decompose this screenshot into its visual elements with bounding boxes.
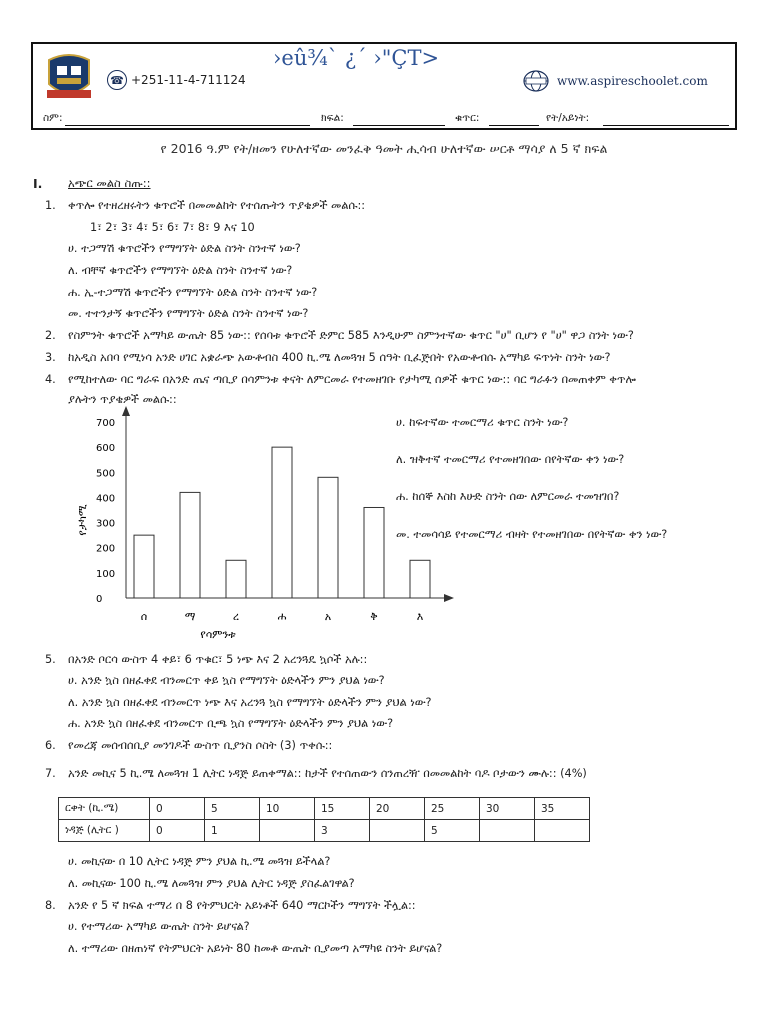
- x-tick-label: ሐ: [277, 610, 287, 623]
- y-axis-label: የታካሚ: [76, 504, 89, 536]
- x-axis-arrow: [444, 594, 454, 602]
- q1-d: መ. ተተንታኝ ቁጥሮችን የማግኘት ዕድል ስንት ስንተኛ ነው?: [68, 307, 309, 320]
- bar: [272, 447, 292, 598]
- x-tick-label: ረ: [232, 610, 240, 623]
- y-tick-label: 300: [96, 518, 116, 530]
- bar: [134, 535, 154, 598]
- table-cell: 15: [315, 798, 370, 820]
- table-cell: 0: [150, 820, 205, 842]
- table-cell: 35: [535, 798, 590, 820]
- table-cell: 1: [205, 820, 260, 842]
- header-title: ›eû¾` ¿´ ›"ÇT>: [273, 46, 440, 70]
- website-url[interactable]: www.aspireschoolet.com: [557, 74, 708, 88]
- q4-text-1: የሚከተለው ባር ግራፍ በአንድ ጤና ጣቢያ በሳምንቱ ቀናት ለምርመራ የተመዘገቡ የታካሚ ሰዎች ቁጥር ነው:: ባር ግራፉን በመጠቀም ቀጥሎ: [68, 373, 636, 386]
- q1-b: ለ. ብቸኛ ቁጥሮችን የማግኘት ዕድል ስንት ስንተኛ ነው?: [68, 264, 293, 277]
- y-axis-arrow: [122, 406, 130, 416]
- q4-d: መ. ተመሳሳይ የተመርማሪ ብዛት የተመዘገበው በየትኛው ቀን ነው?: [396, 528, 668, 541]
- table-cell: 10: [260, 798, 315, 820]
- q1-a: ሀ. ተጋማሽ ቁጥሮችን የማግኘት ዕድል ስንት ስንተኛ ነው?: [68, 242, 301, 255]
- bar: [410, 560, 430, 598]
- q7-a: ሀ. መኪናው በ 10 ሊትር ነዳጅ ምን ያህል ኪ.ሜ መጓዝ ይችላል?: [68, 855, 331, 868]
- y-tick-label: 200: [96, 543, 116, 555]
- q6-number: 6.: [45, 739, 56, 752]
- bar: [180, 492, 200, 598]
- q4-text-2: ያሉትን ጥያቄዎች መልሱ::: [68, 393, 177, 406]
- x-tick-label: ማ: [184, 610, 196, 623]
- table-cell: 3: [315, 820, 370, 842]
- q8-a: ሀ. የተማሪው አማካይ ውጤት ስንት ይሆናል?: [68, 920, 250, 933]
- y-tick-label: 100: [96, 568, 116, 580]
- q3-number: 3.: [45, 351, 56, 364]
- table-cell-blank[interactable]: [535, 820, 590, 842]
- grade-line[interactable]: [353, 125, 445, 126]
- table-cell: 25: [425, 798, 480, 820]
- table-cell: 30: [480, 798, 535, 820]
- table-cell-blank[interactable]: [370, 820, 425, 842]
- q4-a: ሀ. ከፍተኛው ተመርማሪ ቁጥር ስንት ነው?: [396, 416, 569, 429]
- q1-text: ቀጥሎ የተዘረዘሩትን ቁጥሮች በመመልከት የተሰጡትን ጥያቄዎች መልሱ::: [68, 199, 366, 212]
- table-cell: 0: [150, 798, 205, 820]
- q7-number: 7.: [45, 767, 56, 780]
- name-label: ስም:: [43, 112, 63, 124]
- header-box: [31, 42, 737, 130]
- q8-number: 8.: [45, 899, 56, 912]
- q1-list: 1፣ 2፣ 3፣ 4፣ 5፣ 6፣ 7፣ 8፣ 9 እና 10: [90, 221, 255, 234]
- y-tick-label: 400: [96, 493, 116, 505]
- q2-number: 2.: [45, 329, 56, 342]
- distance-fuel-table: [58, 797, 590, 842]
- x-tick-label: ሰ: [140, 610, 148, 623]
- q6-text: የመረጃ መሰብሰቢያ መንገዶች ውስጥ ቢያንስ ሶስት (3) ጥቀሱ::: [68, 739, 333, 752]
- x-tick-label: ቅ: [370, 610, 378, 623]
- table-cell: 20: [370, 798, 425, 820]
- date-line[interactable]: [603, 125, 729, 126]
- q7-text: አንድ መኪና 5 ኪ.ሜ ለመጓዝ 1 ሊትር ነዳጅ ይጠቀማል:: ከታች የተሰጠውን ሰንጠረዥ በመመልከት ባዶ ቦታውን ሙሉ:: (4%): [68, 767, 587, 780]
- q4-number: 4.: [45, 373, 56, 386]
- q4-b: ለ. ዝቅተኛ ተመርማሪ የተመዘገበው በየትኛው ቀን ነው?: [396, 453, 625, 466]
- x-axis-label: የሳምንቱ: [200, 628, 236, 641]
- bar-chart: [76, 402, 460, 642]
- y-tick-label: 600: [96, 443, 116, 455]
- bar: [364, 507, 384, 598]
- name-line[interactable]: [65, 125, 310, 126]
- q1-number: 1.: [45, 199, 56, 212]
- website-contact: [521, 70, 708, 92]
- exam-title: የ 2016 ዓ.ም የት/ዘመን የሁለተኛው መንፈቅ ዓመት ሒሳብ ሁለተኛው ሠርቶ ማሳያ ለ 5 ኛ ክፍል: [160, 141, 608, 156]
- q8-text: አንድ የ 5 ኛ ክፍል ተማሪ በ 8 የትምህርት አይነቶች 640 ማርኮችን ማግኘት ችሏል::: [68, 899, 416, 912]
- date-label: የት/አይነት:: [546, 112, 590, 124]
- table-row: [59, 798, 590, 820]
- table-cell: 5: [205, 798, 260, 820]
- school-logo-icon: [43, 50, 95, 104]
- globe-icon: [521, 70, 551, 92]
- q5-b: ለ. አንድ ኳስ በዘፈቀደ ብንመርጥ ነጭ እና አረንጓ ኳስ የማግኘት ዕድላችን ምን ያህል ነው?: [68, 696, 432, 709]
- number-label: ቁጥር:: [455, 112, 480, 124]
- table-cell: 5: [425, 820, 480, 842]
- table-cell-blank[interactable]: [480, 820, 535, 842]
- table-row-label: ነዳጅ (ሊትር ): [59, 820, 150, 842]
- q5-c: ሐ. አንድ ኳስ በዘፈቀደ ብንመርጥ ቢጫ ኳስ የማግኘት ዕድላችን ምን ያህል ነው?: [68, 717, 394, 730]
- grade-label: ክፍል:: [321, 112, 344, 124]
- x-tick-label: አ: [324, 610, 332, 623]
- phone-contact: [107, 70, 246, 90]
- table-cell-blank[interactable]: [260, 820, 315, 842]
- y-tick-label: 700: [96, 418, 116, 429]
- y-tick-label: 500: [96, 468, 116, 480]
- bar: [318, 477, 338, 598]
- q8-b: ለ. ተማሪው በዘጠነኛ የትምህርት አይነት 80 ከመቶ ውጤት ቢያመጣ አማካዩ ስንት ይሆናል?: [68, 942, 443, 955]
- x-tick-label: እ: [416, 610, 424, 623]
- section-title: አጭር መልስ ስጡ::: [68, 176, 151, 190]
- q5-number: 5.: [45, 653, 56, 666]
- q1-c: ሐ. ኢ-ተጋማሽ ቁጥሮችን የማግኘት ዕድል ስንት ስንተኛ ነው?: [68, 286, 318, 299]
- q5-a: ሀ. አንድ ኳስ በዘፈቀደ ብንመርጥ ቀይ ኳስ የማግኘት ዕድላችን ምን ያህል ነው?: [68, 674, 385, 687]
- table-row-label: ርቀት (ኪ.ሜ): [59, 798, 150, 820]
- section-number: I.: [33, 176, 43, 191]
- student-info-fields: [43, 110, 733, 128]
- q5-text: በአንድ ቦርሳ ውስጥ 4 ቀይ፣ 6 ጥቁር፣ 5 ነጭ እና 2 አረንጓዴ ኳሶች አሉ::: [68, 653, 368, 666]
- q3-text: ከአዲስ አበባ የሚነሳ አንድ ሀገር አቋራጭ አውቶብስ 400 ኪ.ሜ ለመጓዝ 5 ሰዓት ቢፈጅበት የአውቶብሱ አማካይ ፍጥነት ስንት ነው?: [68, 351, 611, 364]
- table-row: [59, 820, 590, 842]
- y-tick-label: 0: [96, 594, 103, 605]
- q7-b: ለ. መኪናው 100 ኪ.ሜ ለመጓዝ ምን ያህል ሊትር ነዳጅ ያስፈልገዋል?: [68, 877, 355, 890]
- q4-c: ሐ. ከሰኞ እስከ እሁድ ስንት ሰው ለምርመራ ተመዝገበ?: [396, 490, 620, 503]
- phone-icon: ☎: [107, 70, 127, 90]
- q2-text: የስምንት ቁጥሮች አማካይ ውጤት 85 ነው:: የሰባቱ ቁጥሮች ድምር 585 እንዲሁም ስምንተኛው ቁጥር "ሀ" ቢሆን የ "ሀ" ዋጋ ስንት ነው?: [68, 329, 634, 342]
- phone-number: +251-11-4-711124: [131, 73, 246, 87]
- number-line[interactable]: [489, 125, 539, 126]
- bar: [226, 560, 246, 598]
